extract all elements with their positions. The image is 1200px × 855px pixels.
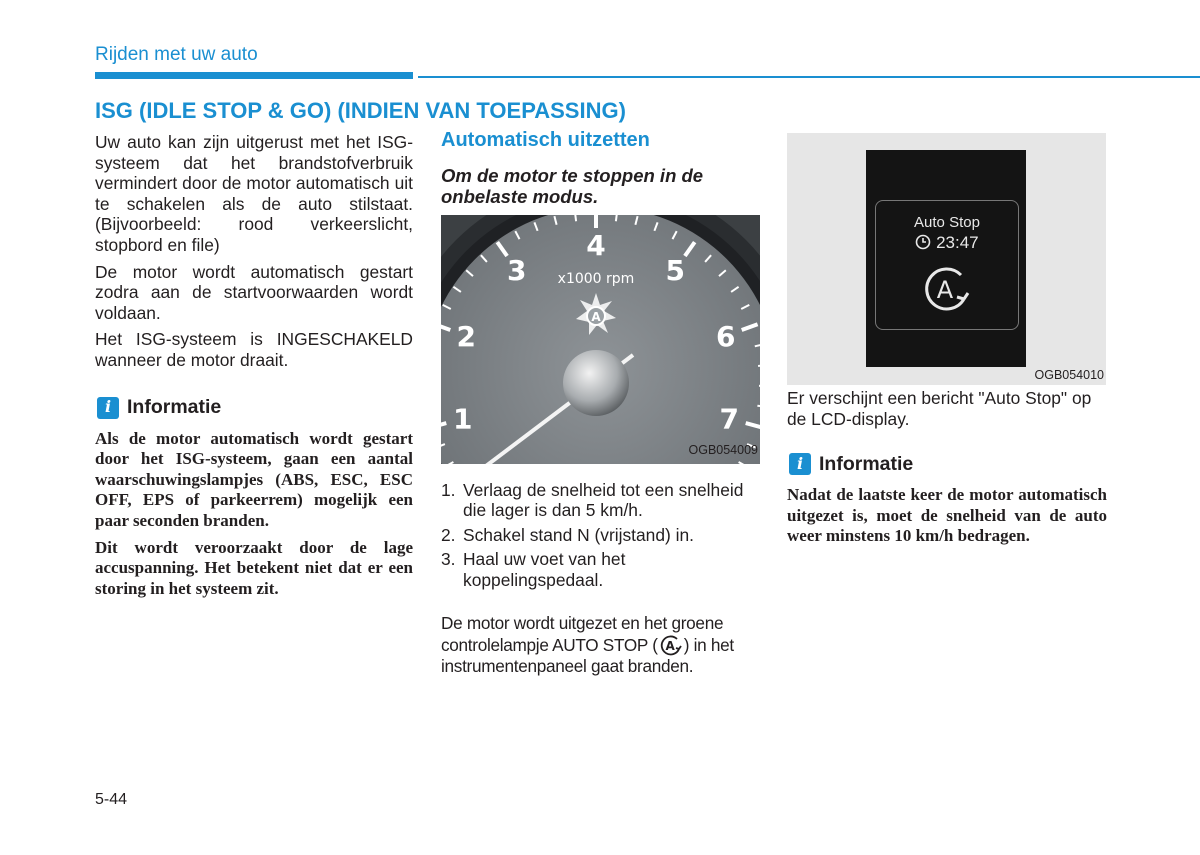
auto-stop-icon xyxy=(917,261,977,317)
instruction-steps xyxy=(441,480,760,591)
svg-text:A: A xyxy=(936,276,954,304)
gauge-number: 6 xyxy=(715,319,736,353)
clock-icon xyxy=(915,234,931,250)
list-item: 1. Verlaag de snelheid tot een snelheid die lager is dan 5 km/h. xyxy=(441,479,744,521)
engine-off-paragraph: De motor wordt uitgezet en het groene controlelampje AUTO STOP ( A ) in het instrumentenpaneel gaat branden. xyxy=(441,612,734,676)
info-title: Informatie xyxy=(127,396,222,419)
header-rule-thin xyxy=(418,76,1200,78)
enabled-paragraph: Het ISG-systeem is INGESCHAKELD wanneer de motor draait. xyxy=(95,329,413,370)
lcd-display-figure xyxy=(787,133,1106,385)
gauge-number: 2 xyxy=(456,319,477,353)
gauge-number: 5 xyxy=(665,253,685,287)
page-heading: ISG (IDLE STOP & GO) (INDIEN VAN TOEPASSING) xyxy=(95,98,626,123)
svg-text:A: A xyxy=(665,638,675,653)
info-paragraph: Nadat de laatste keer de motor automatisch uitgezet is, moet de snelheid van de auto weer minstens 10 km/h bedragen. xyxy=(787,485,1107,546)
figure-code: OGB054009 xyxy=(688,443,758,457)
auto-stop-subheading: Om de motor te stoppen in de onbelaste modus. xyxy=(441,164,704,207)
svg-text:A: A xyxy=(591,309,601,324)
header-rule-thick xyxy=(95,72,413,79)
list-item: 3. Haal uw voet van het koppelingspedaal. xyxy=(441,549,626,590)
column-1 xyxy=(95,132,413,605)
lcd-time-row xyxy=(876,233,1018,253)
tachometer-illustration xyxy=(441,215,760,464)
info-heading xyxy=(95,397,413,419)
info-icon: i xyxy=(789,453,811,475)
info-heading xyxy=(787,453,1107,475)
rpm-unit-label: x1000 rpm xyxy=(557,270,635,287)
lcd-time: 23:47 xyxy=(936,233,979,252)
info-title: Informatie xyxy=(819,452,914,475)
lcd-message-paragraph: Er verschijnt een bericht "Auto Stop" op de LCD-display. xyxy=(787,388,1092,429)
needle-hub xyxy=(563,350,629,416)
tachometer-figure xyxy=(441,215,760,464)
lcd-title: Auto Stop xyxy=(914,214,980,231)
gauge-number: 1 xyxy=(452,402,473,436)
list-item: 2. Schakel stand N (vrijstand) in. xyxy=(441,524,695,545)
intro-paragraph: Uw auto kan zijn uitgerust met het ISG-systeem dat het brandstofverbruik vermindert door de motor automatisch uit te schakelen als de auto stilstaat. (Bijvoorbeeld: rood verkeerslicht, stopbord en file) xyxy=(95,132,413,255)
column-2 xyxy=(441,130,760,677)
page-number: 5-44 xyxy=(95,791,128,808)
info-icon: i xyxy=(97,397,119,419)
gauge-tick xyxy=(575,215,576,221)
gauge-number: 4 xyxy=(586,228,606,262)
restart-paragraph: De motor wordt automatisch gestart zodra aan de startvoorwaarden wordt voldaan. xyxy=(95,261,413,323)
gauge-tick xyxy=(758,365,760,366)
gauge-tick xyxy=(757,405,760,406)
section-title: Rijden met uw auto xyxy=(95,44,258,65)
figure-code: OGB054010 xyxy=(1034,368,1104,382)
gauge-number: 3 xyxy=(507,253,527,287)
info-paragraph: Dit wordt veroorzaakt door de lage accuspanning. Het betekent niet dat er een storing in het systeem zit. xyxy=(95,537,413,598)
auto-stop-icon xyxy=(658,634,684,656)
gauge-tick xyxy=(616,215,617,221)
lcd-screen xyxy=(866,150,1026,367)
lcd-panel xyxy=(875,200,1019,330)
info-paragraph: Als de motor automatisch wordt gestart door het ISG-systeem, gaan een aantal waarschuwingslampjes (ABS, ESC, ESC OFF, EPS of parkeerrem) mogelijk een paar seconden branden. xyxy=(95,428,413,530)
column-3 xyxy=(787,388,1107,553)
gauge-number: 7 xyxy=(719,402,740,436)
auto-stop-heading: Automatisch uitzetten xyxy=(441,129,650,151)
